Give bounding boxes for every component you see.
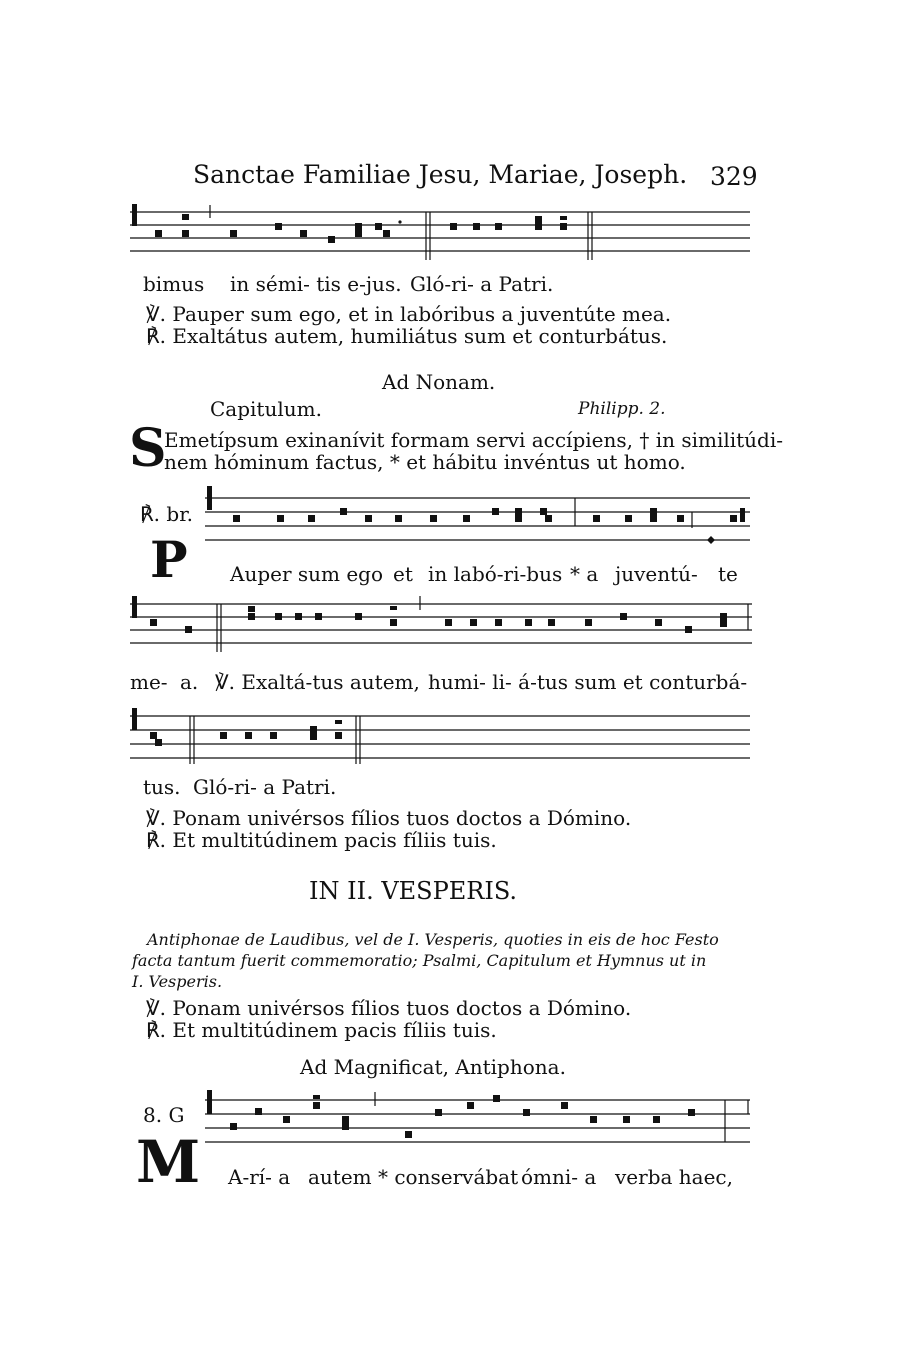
chant-staff-5 bbox=[205, 1088, 750, 1152]
c-clef-icon bbox=[132, 204, 137, 226]
c-clef-icon bbox=[207, 486, 212, 510]
drop-cap-s: S bbox=[129, 418, 167, 479]
chant-staff-1 bbox=[130, 200, 750, 262]
chant-staff-2 bbox=[205, 484, 750, 554]
c-clef-icon bbox=[207, 1090, 212, 1114]
versicle-line: ℣. Pauper sum ego, et in labóribus a juventúte mea. bbox=[146, 302, 672, 326]
responsory-label: ℟. br. bbox=[140, 502, 193, 526]
section-heading-nonam: Ad Nonam. bbox=[382, 370, 496, 394]
drop-cap-m: M bbox=[136, 1128, 201, 1196]
chant-staff-3 bbox=[130, 594, 752, 656]
rubric-line-3: I. Vesperis. bbox=[132, 972, 223, 991]
capitulum-label: Capitulum. bbox=[210, 397, 322, 421]
response-line: ℟. Exaltátus autem, humiliátus sum et conturbátus. bbox=[146, 324, 668, 348]
versicle-line: ℣. Ponam univérsos fílios tuos doctos a Dómino. bbox=[146, 806, 632, 830]
staff-lines bbox=[130, 200, 750, 262]
diamond-note-icon bbox=[707, 536, 715, 544]
staff-lines bbox=[130, 706, 750, 768]
versicle-line: ℣. Ponam univérsos fílios tuos doctos a Dómino. bbox=[146, 996, 632, 1020]
response-line: ℟. Et multitúdinem pacis fíliis tuis. bbox=[146, 828, 497, 852]
mode-label: 8. G bbox=[143, 1103, 185, 1127]
drop-cap-p: P bbox=[150, 530, 188, 589]
section-heading-vesperis: IN II. VESPERIS. bbox=[309, 877, 518, 905]
staff-lines bbox=[130, 594, 752, 656]
running-title: Sanctae Familiae Jesu, Mariae, Joseph. bbox=[193, 160, 688, 189]
rubric-line-2: facta tantum fuerit commemoratio; Psalmi, Capitulum et Hymnus ut in bbox=[132, 951, 707, 970]
page-number: 329 bbox=[710, 162, 758, 191]
response-line: ℟. Et multitúdinem pacis fíliis tuis. bbox=[146, 1018, 497, 1042]
scripture-reference: Philipp. 2. bbox=[578, 399, 666, 419]
capitulum-line-2: nem hóminum factus, * et hábitu invéntus ut homo. bbox=[164, 450, 686, 474]
rubric-line-1: Antiphonae de Laudibus, vel de I. Vesperis, quoties in eis de hoc Festo bbox=[147, 930, 719, 949]
capitulum-line-1: Emetípsum exinanívit formam servi accípiens, † in similitúdi- bbox=[164, 428, 784, 452]
staff-lines bbox=[205, 484, 750, 554]
c-clef-icon bbox=[132, 708, 137, 730]
section-heading-magnificat: Ad Magnificat, Antiphona. bbox=[300, 1055, 566, 1079]
chant-staff-4 bbox=[130, 706, 750, 768]
staff-lines bbox=[205, 1088, 750, 1152]
c-clef-icon bbox=[132, 596, 137, 618]
